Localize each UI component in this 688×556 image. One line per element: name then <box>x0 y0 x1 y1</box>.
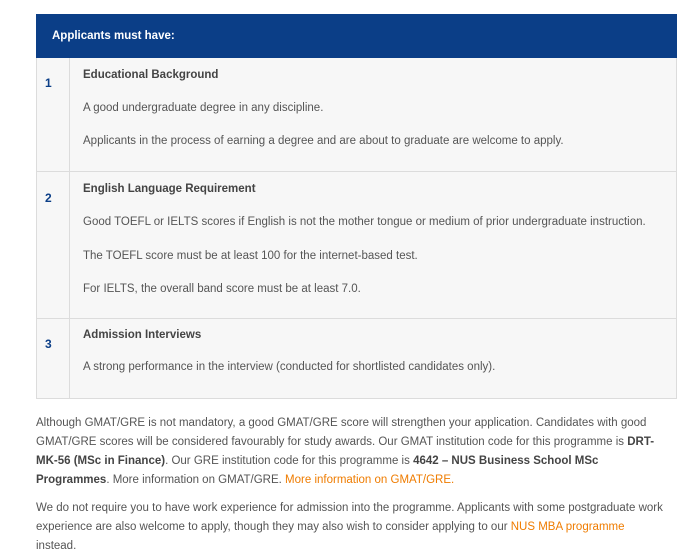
work-text: We do not require you to have work experience for admission into the programme. Applicants with some postgraduate work experience are also welcome to apply, though they may also wish to consider applying to our <box>36 502 663 533</box>
gmat-text: Although GMAT/GRE is not mandatory, a good GMAT/GRE score will strengthen your application. Candidates with good GMAT/GRE scores will be considered favourably for study awards. Our GMAT institution code for this programme is <box>36 417 647 448</box>
requirement-number-text: 1 <box>45 76 52 90</box>
requirement-title: English Language Requirement <box>83 183 256 195</box>
gmat-text: . More information on GMAT/GRE. <box>106 474 286 486</box>
requirement-number <box>37 172 70 318</box>
requirement-line: The TOEFL score must be at least 100 for the internet-based test. <box>83 250 418 262</box>
requirement-number-text: 2 <box>45 191 52 205</box>
gmat-paragraph <box>36 414 666 490</box>
requirement-row <box>36 319 677 399</box>
gre-code: 4642 – NUS Business School MSc Programmes <box>36 455 599 486</box>
requirement-title: Educational Background <box>83 69 219 81</box>
requirement-line: Good TOEFL or IELTS scores if English is not the mother tongue or medium of prior undergraduate instruction. <box>83 216 646 228</box>
gmat-text: . Our GRE institution code for this programme is <box>165 455 414 467</box>
requirements-table <box>36 14 677 399</box>
requirement-line: A strong performance in the interview (conducted for shortlisted candidates only). <box>83 361 496 373</box>
requirement-row <box>36 172 677 319</box>
nus-mba-link[interactable]: NUS MBA programme <box>510 521 625 533</box>
gmat-code: DRT-MK-56 (MSc in Finance) <box>36 436 655 467</box>
requirement-content <box>70 58 676 171</box>
requirement-row <box>36 58 677 172</box>
gmat-info-link[interactable]: More information on GMAT/GRE. <box>285 474 455 486</box>
requirement-number <box>37 319 70 398</box>
work-text: instead. <box>36 540 77 552</box>
requirement-number <box>37 58 70 171</box>
requirement-content <box>70 172 676 318</box>
requirement-content <box>70 319 676 398</box>
requirement-number-text: 3 <box>45 337 52 351</box>
requirement-line: For IELTS, the overall band score must be at least 7.0. <box>83 283 361 295</box>
requirement-line: Applicants in the process of earning a degree and are about to graduate are welcome to apply. <box>83 135 564 147</box>
requirement-line: A good undergraduate degree in any discipline. <box>83 102 324 114</box>
work-experience-paragraph <box>36 499 666 556</box>
requirements-header: Applicants must have: <box>36 14 677 58</box>
requirement-title: Admission Interviews <box>83 329 202 341</box>
